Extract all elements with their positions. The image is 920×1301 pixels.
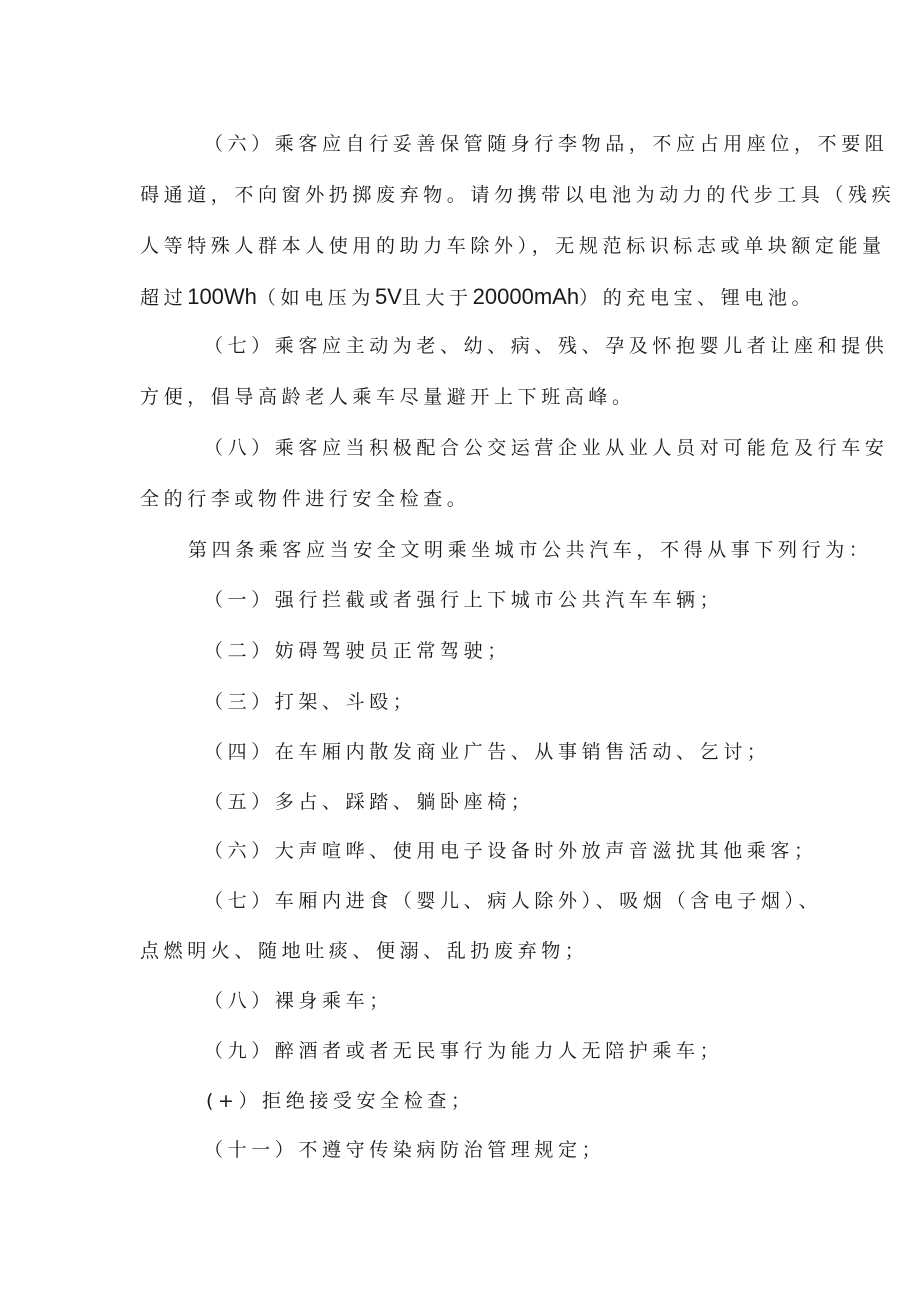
para-6-line-2: 碍通道，不向窗外扔掷废弃物。请勿携带以电池为动力的代步工具（残疾: [140, 184, 896, 206]
item-7-line-2: 点燃明火、随地吐痰、便溺、乱扔废弃物；: [140, 940, 589, 962]
mah-value: 20000mAh: [472, 284, 580, 309]
para-8-line-1: （八）乘客应当积极配合公交运营企业从业人员对可能危及行车安: [204, 437, 889, 459]
item-3: （三）打架、斗殴；: [204, 691, 417, 713]
item-1: （一）强行拦截或者强行上下城市公共汽车车辆；: [204, 589, 724, 611]
para-7-line-1: （七）乘客应主动为老、幼、病、残、孕及怀抱婴儿者让座和提供: [204, 335, 889, 357]
limit-prefix: 超过: [140, 287, 188, 309]
line-suffix: ）的充电宝、锂电池。: [579, 287, 816, 309]
item-11: （十一）不遵守传染病防治管理规定；: [204, 1139, 606, 1161]
item-5: （五）多占、踩踏、躺卧座椅；: [204, 791, 535, 813]
item-10: (+）拒绝接受安全检查；: [206, 1090, 475, 1112]
para-8-line-2: 全的行李或物件进行安全检查。: [140, 488, 471, 510]
para-7-line-2: 方便，倡导高龄老人乘车尽量避开上下班高峰。: [140, 386, 636, 408]
item-9: （九）醉酒者或者无民事行为能力人无陪护乘车；: [204, 1040, 724, 1062]
para-6-line-1: （六）乘客应自行妥善保管随身行李物品，不应占用座位，不要阻: [204, 133, 889, 155]
article-4-heading: 第四条乘客应当安全文明乘坐城市公共汽车，不得从事下列行为：: [188, 539, 873, 561]
item-4: （四）在车厢内散发商业广告、从事销售活动、乞讨；: [204, 741, 771, 763]
voltage-value: 5V: [374, 284, 402, 309]
item-7-line-1: （七）车厢内进食（婴儿、病人除外）、吸烟（含电子烟）、: [204, 890, 823, 912]
item-2: （二）妨碍驾驶员正常驾驶；: [204, 640, 511, 662]
voltage-prefix: （如电压为: [256, 287, 375, 309]
mah-prefix: 且大于: [401, 287, 473, 309]
item-8: （八）裸身乘车；: [204, 990, 393, 1012]
para-6-line-4: [140, 284, 815, 311]
item-6: （六）大声喧哗、使用电子设备时外放声音滋扰其他乘客；: [204, 840, 818, 862]
para-6-line-3: 人等特殊人群本人使用的助力车除外），无规范标识标志或单块额定能量: [140, 235, 886, 257]
capacity-value: 100Wh: [187, 284, 257, 309]
